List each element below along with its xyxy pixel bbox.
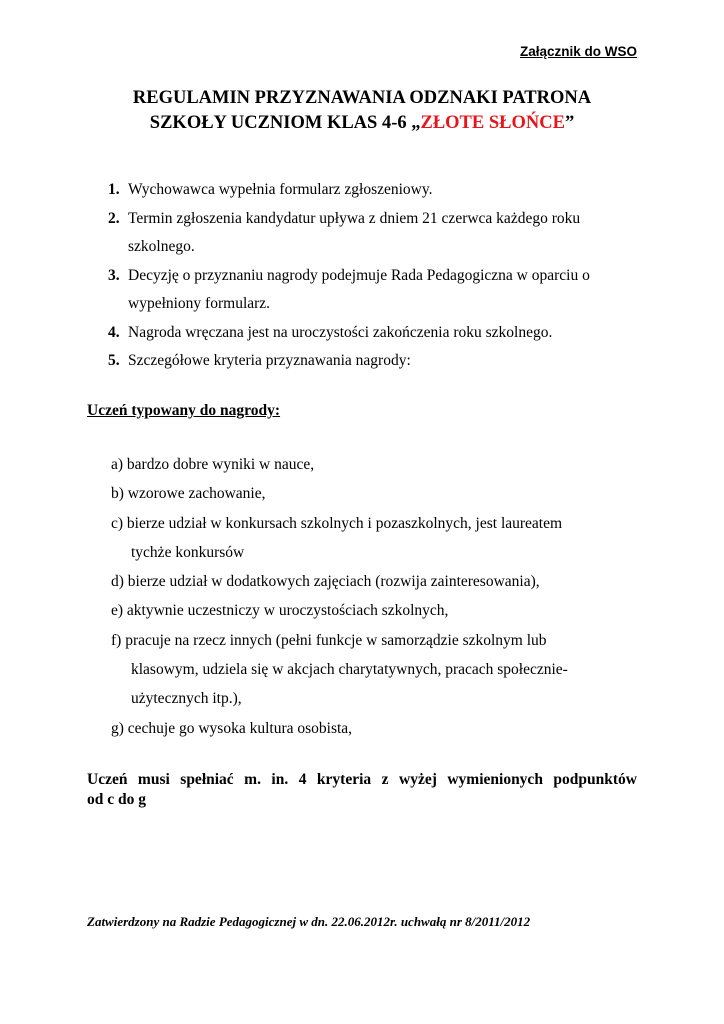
criterion-text-line: e) aktywnie uczestniczy w uroczystościach szkolnych, (111, 602, 449, 620)
rule-number: 2. (108, 209, 120, 227)
rule-text-line: wypełniony formularz. (128, 295, 271, 312)
rule-text-line: Termin zgłoszenia kandydatur upływa z dniem 21 czerwca każdego roku (128, 209, 581, 227)
attachment-label: Załącznik do WSO (519, 44, 637, 59)
criterion-item (111, 567, 631, 596)
rule-number: 4. (108, 323, 120, 341)
rule-item (108, 347, 648, 376)
rule-number: 5. (108, 352, 120, 369)
title-line-2-prefix: SZKOŁY UCZNIOM KLAS 4-6 „ (149, 113, 421, 133)
rule-item (108, 262, 648, 319)
criterion-item (111, 450, 631, 479)
criterion-text-line: tychże konkursów (131, 543, 245, 561)
criterion-item (111, 714, 631, 743)
rule-text-line: Nagroda wręczana jest na uroczystości zakończenia roku szkolnego. (128, 323, 553, 341)
approval-footer: Zatwierdzony na Radzie Pedagogicznej w dn. 22.06.2012r. uchwałą nr 8/2011/2012 (87, 914, 531, 929)
award-name: ZŁOTE SŁOŃCE (420, 113, 565, 133)
rule-text-line: szkolnego. (128, 238, 195, 255)
criterion-item (111, 479, 631, 508)
rule-text-line: Szczegółowe kryteria przyznawania nagrody: (128, 352, 411, 369)
rule-number: 3. (108, 266, 120, 284)
rule-item (108, 176, 648, 205)
requirement-line-1: Uczeń musi spełniać m. in. 4 kryteria z wyżej wymienionych podpunktów (87, 771, 637, 788)
criterion-text-line: użytecznych itp.), (131, 690, 242, 708)
document-title (0, 86, 724, 136)
criterion-text-line: b) wzorowe zachowanie, (111, 485, 266, 503)
criterion-text-line: a) bardzo dobre wyniki w nauce, (111, 456, 315, 473)
requirement-note (87, 770, 637, 810)
criterion-text-line: d) bierze udział w dodatkowych zajęciach (rozwija zainteresowania), (111, 573, 540, 591)
rule-item (108, 205, 648, 262)
title-line-2-suffix: ” (564, 113, 575, 133)
criterion-text-line: klasowym, udziela się w akcjach charytatywnych, pracach społecznie- (131, 661, 568, 679)
requirement-line-2: od c do g (87, 791, 146, 808)
numbered-rules-list (108, 176, 648, 376)
title-line-2 (0, 111, 724, 136)
criterion-text-line: c) bierze udział w konkursach szkolnych i pozaszkolnych, jest laureatem (111, 514, 563, 532)
criteria-list (111, 450, 631, 743)
criterion-item (111, 626, 631, 714)
criterion-text-line: g) cechuje go wysoka kultura osobista, (111, 719, 353, 737)
rule-item (108, 319, 648, 348)
rule-text-line: Decyzję o przyznaniu nagrody podejmuje Rada Pedagogiczna w oparciu o (128, 266, 590, 284)
criterion-item (111, 596, 631, 625)
rule-number: 1. (108, 181, 120, 198)
criteria-heading: Uczeń typowany do nagrody: (87, 402, 281, 419)
criterion-text-line: f) pracuje na rzecz innych (pełni funkcje w samorządzie szkolnym lub (111, 631, 547, 649)
rule-text-line: Wychowawca wypełnia formularz zgłoszeniowy. (128, 181, 433, 198)
title-line-1: REGULAMIN PRZYZNAWANIA ODZNAKI PATRONA (132, 88, 592, 108)
criterion-item (111, 509, 631, 568)
